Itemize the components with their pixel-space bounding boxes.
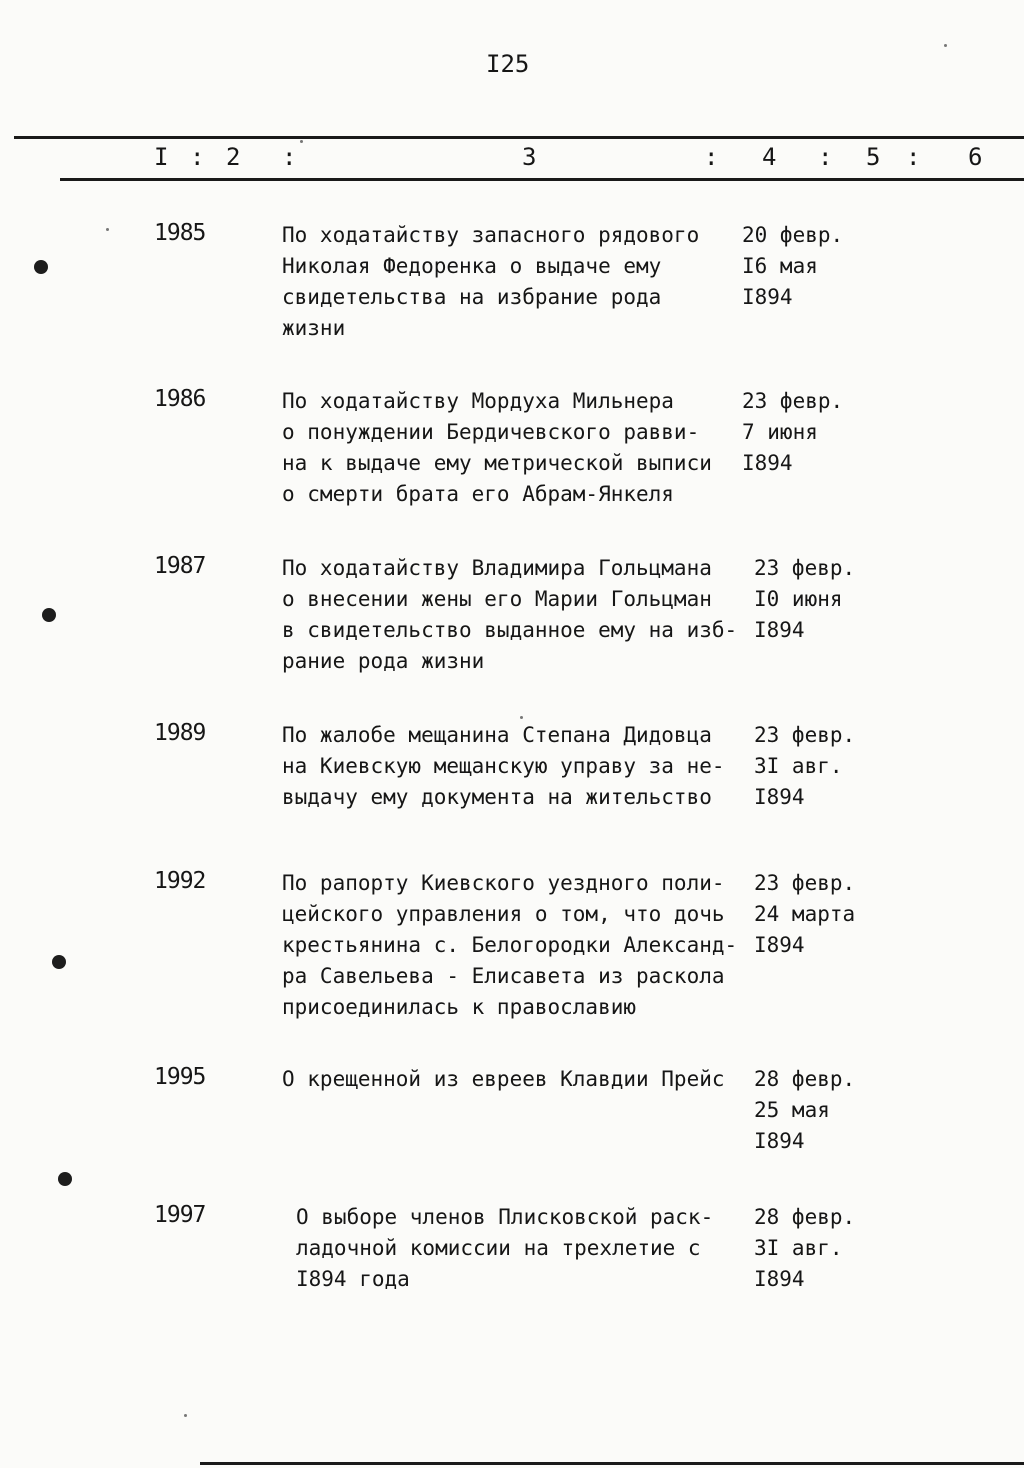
description-line: на Киевскую мещанскую управу за не- — [282, 754, 725, 778]
punch-hole — [58, 1172, 72, 1186]
description-line: в свидетельство выданное ему на изб- — [282, 618, 738, 642]
page-number: I25 — [486, 50, 530, 78]
case-number: 1995 — [154, 1064, 206, 1090]
description-line: крестьянина с. Белогородки Александ- — [282, 933, 738, 957]
scan-speck — [184, 1414, 187, 1417]
start-date: 28 февр. — [754, 1205, 856, 1229]
year: I894 — [742, 285, 793, 309]
case-number: 1985 — [154, 220, 206, 246]
case-number: 1987 — [154, 553, 206, 579]
case-dates — [754, 868, 894, 961]
case-description — [282, 1064, 742, 1095]
column-separator: : — [190, 143, 205, 171]
description-line: жизни — [282, 316, 346, 340]
case-description — [282, 553, 742, 677]
start-date: 28 февр. — [754, 1067, 856, 1091]
description-line: I894 года — [296, 1267, 410, 1291]
scan-speck — [520, 716, 523, 719]
scan-speck — [106, 228, 109, 231]
end-date: I0 июня — [754, 587, 843, 611]
description-line: о понуждении Бердичевского равви- — [282, 420, 700, 444]
punch-hole — [42, 608, 56, 622]
scan-speck — [944, 44, 947, 47]
description-line: По рапорту Киевского уездного поли- — [282, 871, 725, 895]
description-line: По жалобе мещанина Степана Дидовца — [282, 723, 712, 747]
case-description — [296, 1202, 756, 1295]
year: I894 — [742, 451, 793, 475]
description-line: на к выдаче ему метрической выписи — [282, 451, 712, 475]
page-bottom-rule — [200, 1462, 1024, 1465]
column-header-5: 5 — [866, 143, 881, 171]
start-date: 23 февр. — [742, 389, 844, 413]
case-number: 1986 — [154, 386, 206, 412]
scan-speck — [300, 140, 303, 143]
end-date: 7 июня — [742, 420, 818, 444]
case-dates — [754, 553, 894, 646]
case-description — [282, 220, 742, 344]
case-description — [282, 720, 742, 813]
year: I894 — [754, 1267, 805, 1291]
description-line: цейского управления о том, что дочь — [282, 902, 725, 926]
case-dates — [754, 1202, 894, 1295]
year: I894 — [754, 1129, 805, 1153]
punch-hole — [52, 955, 66, 969]
column-header-6: 6 — [968, 143, 983, 171]
column-separator: : — [704, 143, 719, 171]
description-line: Николая Федоренка о выдаче ему — [282, 254, 662, 278]
description-line: ладочной комиссии на трехлетие с — [296, 1236, 701, 1260]
description-line: выдачу ему документа на жительство — [282, 785, 712, 809]
column-header-1: I — [154, 143, 169, 171]
column-separator: : — [282, 143, 297, 171]
description-line: О крещенной из евреев Клавдии Прейс — [282, 1067, 725, 1091]
year: I894 — [754, 785, 805, 809]
start-date: 23 февр. — [754, 871, 856, 895]
end-date: 3I авг. — [754, 1236, 843, 1260]
table-top-rule — [14, 136, 1024, 139]
end-date: 24 марта — [754, 902, 856, 926]
description-line: рание рода жизни — [282, 649, 485, 673]
description-line: По ходатайству запасного рядового — [282, 223, 700, 247]
case-number: 1989 — [154, 720, 206, 746]
column-separator: : — [906, 143, 921, 171]
case-description — [282, 868, 742, 1023]
start-date: 23 февр. — [754, 556, 856, 580]
column-header-2: 2 — [226, 143, 241, 171]
year: I894 — [754, 933, 805, 957]
case-number: 1997 — [154, 1202, 206, 1228]
punch-hole — [34, 260, 48, 274]
description-line: ра Савельева - Елисавета из раскола — [282, 964, 725, 988]
column-separator: : — [818, 143, 833, 171]
start-date: 23 февр. — [754, 723, 856, 747]
start-date: 20 февр. — [742, 223, 844, 247]
year: I894 — [754, 618, 805, 642]
description-line: О выборе членов Плисковской раск- — [296, 1205, 714, 1229]
case-dates — [742, 220, 882, 313]
column-header-3: 3 — [522, 143, 537, 171]
case-dates — [754, 1064, 894, 1157]
end-date: I6 мая — [742, 254, 818, 278]
description-line: По ходатайству Владимира Гольцмана — [282, 556, 712, 580]
description-line: о смерти брата его Абрам-Янкеля — [282, 482, 674, 506]
description-line: о внесении жены его Марии Гольцман — [282, 587, 712, 611]
end-date: 3I авг. — [754, 754, 843, 778]
case-dates — [754, 720, 894, 813]
end-date: 25 мая — [754, 1098, 830, 1122]
case-description — [282, 386, 742, 510]
description-line: свидетельства на избрание рода — [282, 285, 662, 309]
table-header-rule — [60, 178, 1024, 181]
description-line: присоединилась к православию — [282, 995, 637, 1019]
case-number: 1992 — [154, 868, 206, 894]
case-dates — [742, 386, 882, 479]
column-header-4: 4 — [762, 143, 777, 171]
description-line: По ходатайству Мордуха Мильнера — [282, 389, 674, 413]
